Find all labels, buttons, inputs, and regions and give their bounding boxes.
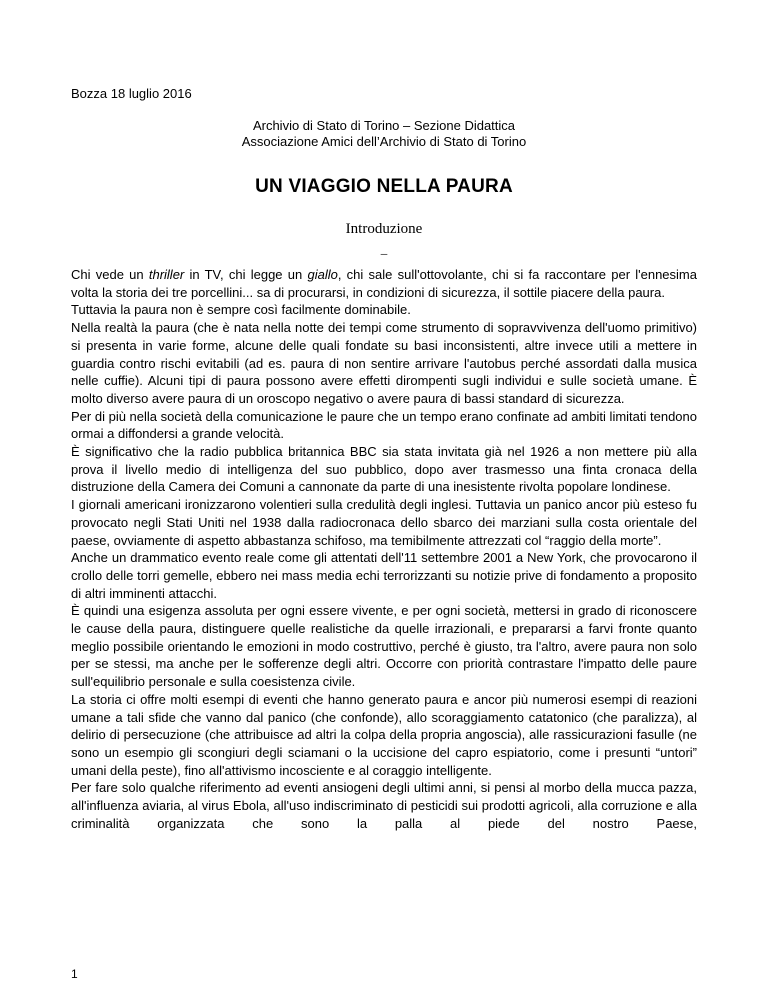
paragraph-4: Per di più nella società della comunicazione le paure che un tempo erano confinate ad ambiti limitati tendono ormai a diffondersi a grande velocità. (71, 408, 697, 442)
organization-line-1: Archivio di Stato di Torino – Sezione Didattica (252, 118, 516, 133)
paragraph-8: È quindi una esigenza assoluta per ogni essere vivente, e per ogni società, mettersi in grado di riconoscere le cause della paura, distinguere quelle realistiche da quelle irrazionali, e prepararsi a farvi fronte quanto meglio possibile orientando le emozioni in modo costruttivo, perché è giusto, tra l'altro, avere paura non solo per se stessi, ma anche per le sofferenze degli altri. Occorre con priorità contrastare l'impatto delle paure sull'equilibrio personale e sulla coesistenza civile. (71, 603, 697, 690)
paragraph-1-italic-thriller: thriller (148, 267, 185, 282)
paragraph-1-italic-giallo: giallo (307, 267, 338, 282)
separator-mark: _ (380, 241, 388, 256)
paragraph-2: Tuttavia la paura non è sempre così facilmente dominabile. (71, 302, 411, 318)
section-heading: Introduzione (345, 221, 423, 237)
organization-line-2: Associazione Amici dell’Archivio di Stato di Torino (241, 134, 527, 149)
paragraph-5: È significativo che la radio pubblica britannica BBC sia stata invitata già nel 1926 a non mettere più alla prova il livello medio di intelligenza del suo pubblico, dopo aver trasmesso una finta cronaca della distruzione della Camera dei Comuni a cannonate da parte di una inesistente rivolta popolare londinese. (71, 444, 697, 495)
document-title: UN VIAGGIO NELLA PAURA (255, 176, 513, 197)
paragraph-7: Anche un drammatico evento reale come gli attentati dell'11 settembre 2001 a New York, che provocarono il crollo delle torri gemelle, ebbero nei mass media echi terrorizzanti su notizie prive di fondamento a proposito di altri imminenti attacchi. (71, 550, 697, 601)
paragraph-6: I giornali americani ironizzarono volentieri sulla credulità degli inglesi. Tuttavia un panico ancor più esteso fu provocato negli Stati Uniti nel 1938 dalla radiocronaca dello sbarco dei marziani sulla costa orientale del paese, ovviamente di aspetto abbastanza schifoso, ma temibilmente attrezzati col “raggio della morte”. (71, 497, 697, 548)
paragraph-9: La storia ci offre molti esempi di eventi che hanno generato paura e ancor più numerosi esempi di reazioni umane a tali sfide che vanno dal panico (che confonde), allo scoraggiamento catatonico (che paralizza), al delirio di persecuzione (che attribuisce ad altri la colpa della propria angoscia), alle rassicurazioni fasulle (ne sono un esempio gli scongiuri degli sciamani o la uccisione del capro espiatorio, come i presunti “untori” umani della peste), fino all'attivismo incosciente e al coraggio intelligente. (71, 691, 697, 778)
paragraph-3: Nella realtà la paura (che è nata nella notte dei tempi come strumento di sopravvivenza dell'uomo primitivo) si presenta in varie forme, alcune delle quali fondate su basi inconsistenti, altre invece utili a mettere in guardia contro rischi evitabili (ad es. paura di non sentire arrivare l'autobus perché assordati dalla musica nelle cuffie). Alcuni tipi di paura possono avere effetti dirompenti sugli individui e sulle società umane. È molto diverso avere paura di un oroscopo negativo o avere paura di bassi standard di sicurezza. (71, 320, 697, 406)
paragraph-1-part-c: in TV, chi legge un (184, 267, 308, 282)
paragraph-1 (71, 266, 697, 301)
paragraph-10: Per fare solo qualche riferimento ad eventi ansiogeni degli ultimi anni, si pensi al morbo della mucca pazza, all'influenza aviaria, al virus Ebola, all'uso indiscriminato di pesticidi sui prodotti agricoli, alla corruzione e alla criminalità organizzata che sono la palla al piede del nostro Paese, (71, 780, 697, 831)
draft-date: Bozza 18 luglio 2016 (71, 86, 192, 101)
body-text (71, 266, 697, 833)
paragraph-1-part-a: Chi vede un (71, 267, 149, 282)
page-number: 1 (71, 967, 78, 981)
organization-header (71, 118, 697, 150)
paragraph-1-part-e: , chi sale sull'ottovolante, chi si fa raccontare per l'ennesima volta la storia dei tre porcellini... sa di procurarsi, in condizioni di sicurezza, il sottile piacere della paura. (71, 267, 697, 300)
